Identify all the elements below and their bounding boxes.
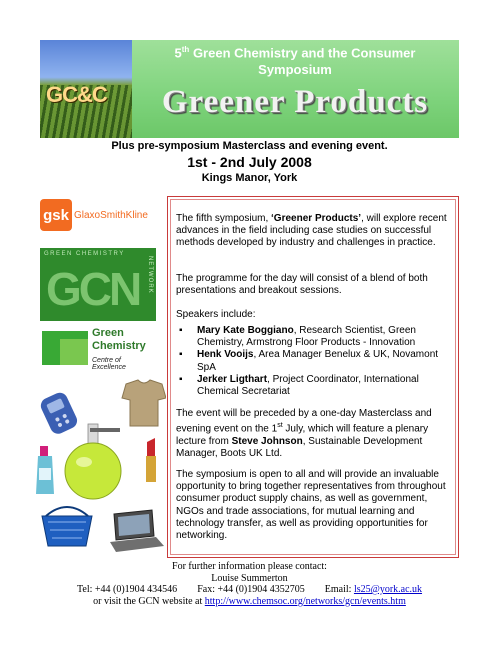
website-pre: or visit the GCN website at xyxy=(93,595,205,607)
speaker-name: Mary Kate Boggiano xyxy=(197,325,294,336)
coe-line3: Centre of Excellence xyxy=(92,357,126,371)
title-suffix: th xyxy=(181,45,190,54)
website-line xyxy=(40,596,459,608)
symposium-title-line1 xyxy=(140,45,450,60)
speakers-list xyxy=(179,325,452,398)
bullet-icon: ▪ xyxy=(179,325,183,336)
p4-speaker: Steve Johnson xyxy=(231,435,303,447)
field-photo-logo xyxy=(40,40,132,138)
footer-line1: For further information please contact: xyxy=(172,561,327,572)
title-rest: Green Chemistry and the Consumer xyxy=(189,45,416,61)
gsk-mark: gsk xyxy=(40,199,72,231)
speaker-role: , Project Coordinator, International Chemical Secretariat xyxy=(197,373,419,398)
gcn-logo xyxy=(40,248,156,321)
bullet-icon: ▪ xyxy=(179,349,183,361)
p1-pre: The fifth symposium, xyxy=(176,213,272,224)
list-item xyxy=(179,325,452,349)
masterclass-paragraph xyxy=(176,408,452,460)
theme-title: Greener Products xyxy=(161,84,429,120)
p1-post: , will explore recent advances in the field including case studies on successful methods developed by industry and challenges in practice. xyxy=(176,213,447,249)
tshirt-icon xyxy=(122,380,166,426)
gsk-logo xyxy=(40,198,156,232)
speakers-heading: Speakers include: xyxy=(176,309,256,320)
basket-icon xyxy=(42,507,92,546)
speaker-role: , Area Manager Benelux & UK, Novamont SpA xyxy=(197,349,439,373)
event-subtitle: Plus pre-symposium Masterclass and evening event. xyxy=(111,140,388,152)
email-group xyxy=(325,584,422,596)
speaker-name: Jerker Ligthart xyxy=(197,373,268,385)
fax: Fax: +44 (0)1904 4352705 xyxy=(197,584,305,595)
title-number: 5 xyxy=(174,45,182,61)
gsk-name: GlaxoSmithKline xyxy=(74,209,148,221)
spray-bottle-icon xyxy=(36,446,54,494)
contact-details xyxy=(40,584,459,596)
lipstick-icon xyxy=(146,438,156,482)
centre-of-excellence-logo xyxy=(40,325,156,375)
open-to-all-paragraph: The symposium is open to all and will provide an invaluable opportunity to bring together representatives from throughout consumer product supply chains, as well as government, NGOs and trade associations, for mutual learning and technology transfer, as well as providing opportunities for networking. xyxy=(176,469,446,542)
coe-line2: Chemistry xyxy=(92,340,146,352)
event-dates: 1st - 2nd July 2008 xyxy=(187,154,312,170)
p4-sup: st xyxy=(277,422,283,430)
coe-mark-inner xyxy=(60,339,88,365)
telephone: Tel: +44 (0)1904 434546 xyxy=(76,584,178,595)
list-item xyxy=(179,374,452,398)
speaker-name: Henk Vooijs xyxy=(197,349,254,361)
phone-icon xyxy=(38,390,79,436)
gcn-top-text: GREEN CHEMISTRY xyxy=(44,251,125,257)
speaker-role: , Research Scientist, Green Chemistry, Armstrong Floor Products - Innovation xyxy=(197,325,416,349)
p1-theme: ‘Greener Products’ xyxy=(271,213,362,224)
bullet-icon: ▪ xyxy=(179,373,183,385)
event-venue: Kings Manor, York xyxy=(201,172,298,184)
contact-name: Louise Summerton xyxy=(211,572,288,584)
programme-paragraph: The programme for the day will consist of a blend of both presentations and breakout sessions. xyxy=(176,273,428,297)
contact-footer xyxy=(40,561,459,607)
list-item xyxy=(179,349,452,373)
website-link[interactable]: http://www.chemsoc.org/networks/gcn/events.htm xyxy=(204,595,406,607)
intro-paragraph xyxy=(176,213,452,250)
gcc-logo-text: GC&C xyxy=(46,82,107,107)
laptop-icon xyxy=(110,510,164,552)
coe-line1: Green xyxy=(92,327,124,339)
gcn-side-text: NETWORK xyxy=(147,256,153,294)
p4-mid: July, which will feature a plenary lecture from xyxy=(176,423,429,447)
email-link[interactable]: ls25@york.ac.uk xyxy=(353,584,423,595)
email-label: Email: xyxy=(324,584,354,595)
symposium-title-line2: Symposium xyxy=(258,62,332,77)
p4-pre: The event will be preceded by a one-day Masterclass and evening event on the 1 xyxy=(176,408,432,435)
consumer-products-image xyxy=(34,376,166,561)
p4-post: , Sustainable Development Manager, Boots UK Ltd. xyxy=(176,435,423,459)
gcn-letters: GCN xyxy=(46,263,140,315)
flask-icon xyxy=(65,424,121,499)
